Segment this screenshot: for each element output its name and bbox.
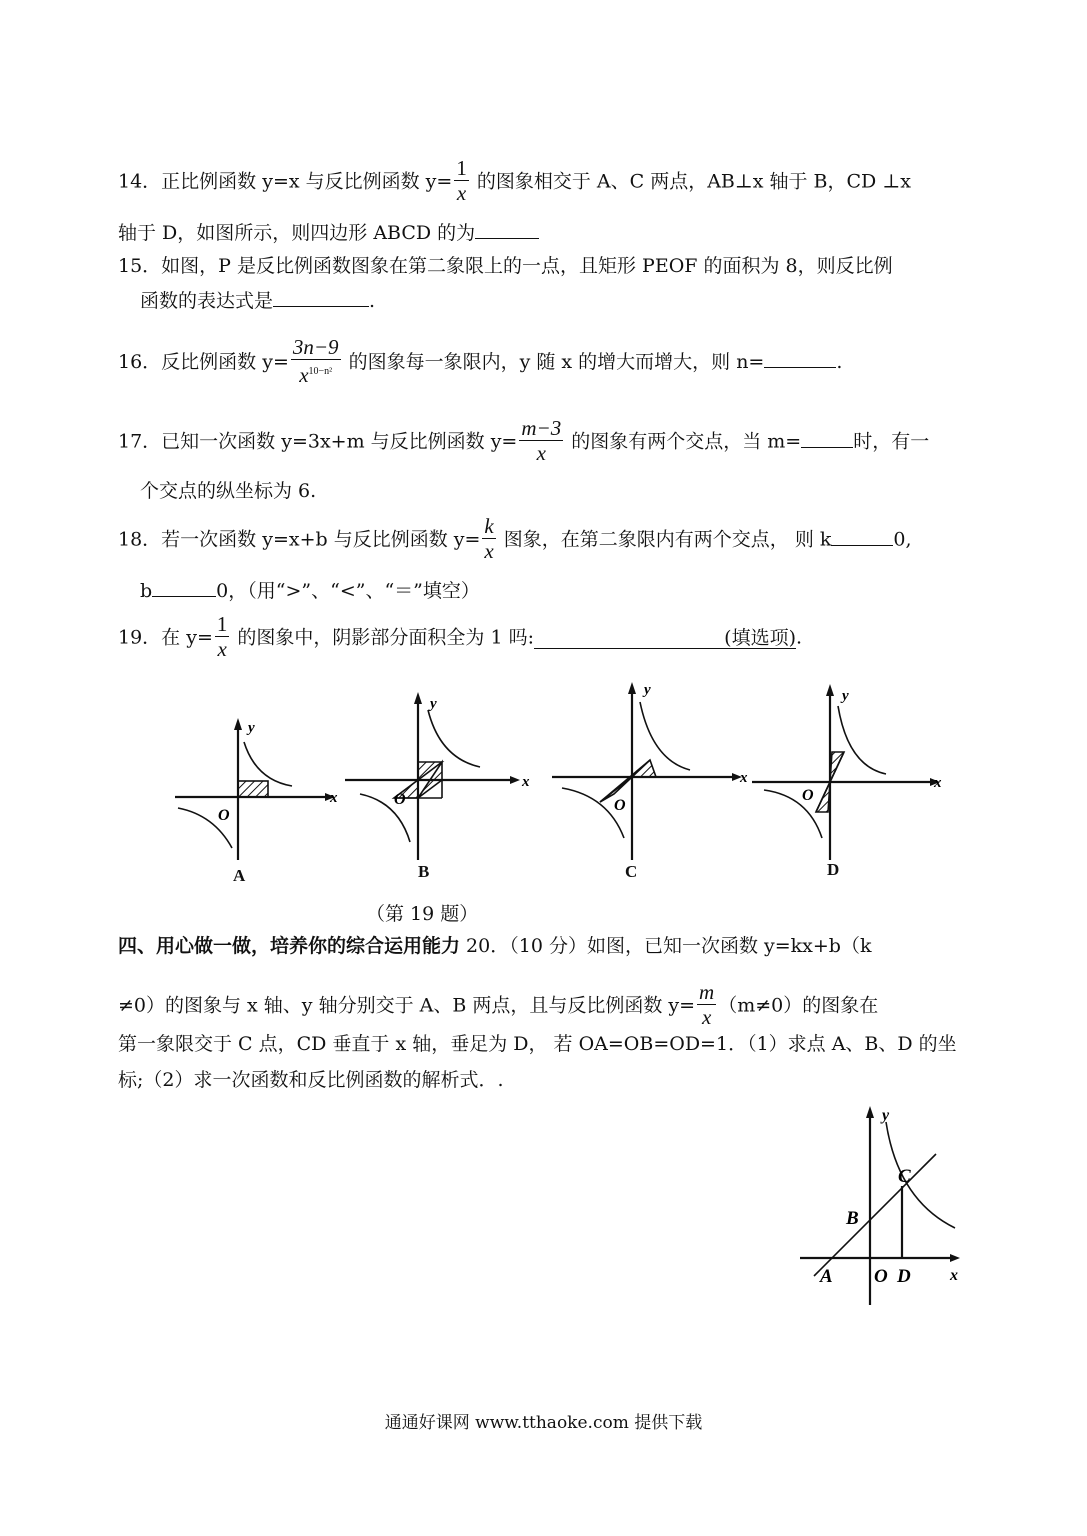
q19-figure-a: [175, 718, 338, 860]
q18-line1: 18．若一次函数 y=x+b 与反比例函数 y= $\frac{k}{x}$ 图象，在第二象限内有两个交点， 则 k 0,: [118, 514, 912, 563]
q19-option-a-label: A: [233, 866, 246, 885]
q15-line1: 15．如图，P 是反比例函数图象在第二象限上的一点，且矩形 PEOF 的面积为 8，则反比例: [118, 255, 893, 277]
q20-point-d: D: [897, 1266, 911, 1287]
q19a-x-label: x: [330, 790, 338, 806]
q17-answer-blank[interactable]: [801, 429, 853, 448]
q20-point-c: C: [898, 1166, 911, 1187]
q20-line2: ≠0）的图象与 x 轴、y 轴分别交于 A、B 两点，且与反比例函数 y= $\frac{m}{x}$ （m≠0）的图象在: [118, 980, 879, 1029]
page-footer: 通通好课网 www.tthaoke.com 提供下载: [384, 1413, 703, 1433]
q19-answer-blank[interactable]: (填选项): [534, 626, 796, 649]
q19-option-b-label: B: [418, 862, 430, 881]
q14-fraction: $\frac{1}{x}$: [456, 156, 467, 205]
q19-figures: [0, 670, 1087, 910]
q18-fraction: $\frac{k}{x}$: [484, 514, 494, 563]
q14-answer-blank[interactable]: [475, 220, 539, 239]
q18-b-blank[interactable]: [152, 578, 216, 597]
q20-line1: 四、用心做一做，培养你的综合运用能力 20．（10 分）如图，已知一次函数 y=kx+b（k: [118, 935, 872, 957]
q19b-origin: O: [394, 791, 406, 808]
q16-answer-blank[interactable]: [764, 349, 836, 368]
q19d-y-label: y: [842, 688, 849, 704]
q20-y-label: y: [882, 1107, 890, 1124]
q19b-x-label: x: [522, 774, 530, 790]
q19d-origin: O: [802, 787, 814, 804]
q20-fraction: $\frac{m}{x}$: [699, 980, 715, 1029]
q14-line1: 14．正比例函数 y=x 与反比例函数 y= $\frac{1}{x}$ 的图象相交于 A、C 两点，AB⊥x 轴于 B，CD ⊥x: [118, 156, 911, 205]
q19a-origin: O: [218, 807, 230, 824]
q20-x-label: x: [950, 1267, 958, 1284]
q16-fraction: $\frac{3n-9}{x^{10-n^2}}$: [292, 335, 339, 387]
q20-origin: O: [874, 1266, 888, 1287]
q19-figure-b: [345, 692, 530, 860]
q19-option-c-label: C: [625, 862, 638, 881]
q14-line2: 轴于 D，如图所示，则四边形 ABCD 的为: [118, 220, 539, 245]
q19c-x-label: x: [740, 770, 748, 786]
q17-line2: 个交点的纵坐标为 6.: [140, 480, 317, 502]
q15-line2: 函数的表达式是 .: [140, 290, 376, 312]
q19c-origin: O: [614, 797, 626, 814]
q20-figure: [790, 1100, 970, 1320]
q15-answer-blank[interactable]: [273, 288, 369, 307]
q19d-x-label: x: [934, 775, 942, 791]
q20-line4: 标;（2）求一次函数和反比例函数的解析式．.: [118, 1069, 504, 1091]
section4-heading: 四、用心做一做，培养你的综合运用能力: [118, 935, 461, 957]
q17-line1: 17．已知一次函数 y=3x+m 与反比例函数 y= $\frac{m-3}{x}$ 的图象有两个交点，当 m= 时，有一: [118, 416, 930, 465]
q19-fraction: $\frac{1}{x}$: [216, 612, 228, 661]
q20-line3: 第一象限交于 C 点，CD 垂直于 x 轴，垂足为 D， 若 OA=OB=OD=1．（1）求点 A、B、D 的坐: [118, 1033, 957, 1055]
q19-line: 19．在 y= $\frac{1}{x}$ 的图象中，阴影部分面积全为 1 吗: (填选项).: [118, 612, 803, 661]
q18-line2: b 0，（用“>”、“<”、“＝”填空）: [140, 580, 480, 602]
q19c-y-label: y: [644, 682, 651, 698]
q16-line: 16．反比例函数 y= $\frac{3n-9}{x^{10-n^2}}$ 的图象每一象限内，y 随 x 的增大而增大，则 n= .: [118, 335, 843, 387]
q17-fraction: $\frac{m-3}{x}$: [521, 416, 562, 465]
q19-figure-d: [752, 684, 942, 860]
q18-k-blank[interactable]: [831, 527, 893, 546]
q19-figure-c: [552, 682, 748, 860]
q20-point-b: B: [846, 1208, 859, 1229]
q19a-y-label: y: [248, 720, 255, 736]
q20-point-a: A: [820, 1266, 833, 1287]
q19b-y-label: y: [430, 696, 437, 712]
q19-option-d-label: D: [827, 860, 840, 879]
q19-caption: （第 19 题）: [366, 903, 479, 925]
